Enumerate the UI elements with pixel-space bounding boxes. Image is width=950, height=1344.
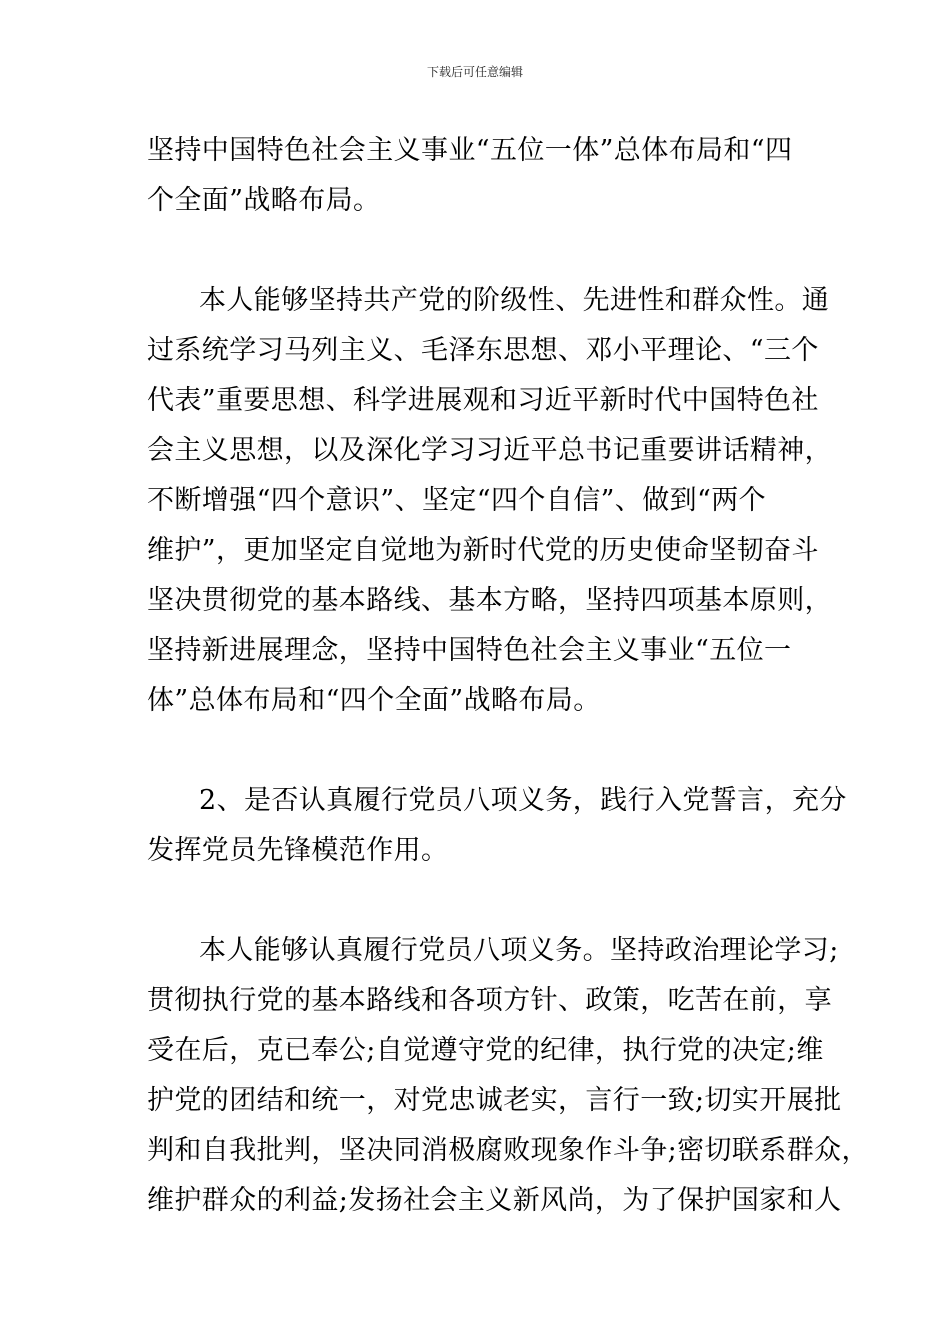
- text-line: 会主义思想，以及深化学习习近平总书记重要讲话精神，: [147, 435, 832, 466]
- text-line: 体”总体布局和“四个全面”战略布局。: [147, 685, 601, 716]
- text-line: 不断增强“四个意识”、坚定“四个自信”、做到“两个: [147, 485, 767, 516]
- text-line: 坚决贯彻党的基本路线、基本方略，坚持四项基本原则，: [147, 585, 832, 616]
- text-line: 代表”重要思想、科学进展观和习近平新时代中国特色社: [147, 385, 819, 416]
- text-line: 坚持新进展理念，坚持中国特色社会主义事业“五位一: [147, 635, 792, 666]
- text-line: 护党的团结和统一，对党忠诚老实，言行一致;切实开展批: [147, 1085, 842, 1116]
- text-line: 本人能够坚持共产党的阶级性、先进性和群众性。通: [199, 285, 830, 316]
- paragraph-gap: [147, 726, 837, 776]
- section-heading-2: [147, 776, 847, 876]
- document-body: [147, 126, 869, 1226]
- text-line: 贯彻执行党的基本路线和各项方针、政策，吃苦在前，享: [147, 985, 832, 1016]
- text-line: 维护群众的利益;发扬社会主义新风尚，为了保护国家和人: [147, 1185, 842, 1216]
- paragraph-gap: [147, 226, 837, 276]
- text-line: 维护”，更加坚定自觉地为新时代党的历史使命坚韧奋斗: [147, 535, 819, 566]
- text-line: 判和自我批判，坚决同消极腐败现象作斗争;密切联系群众，: [147, 1135, 869, 1166]
- paragraph-3: [147, 926, 869, 1226]
- text-line: 2、是否认真履行党员八项义务，践行入党誓言，充分: [199, 785, 847, 816]
- paragraph-gap: [147, 876, 837, 926]
- page-header: 下载后可任意编辑: [426, 65, 523, 79]
- text-line: 坚持中国特色社会主义事业“五位一体”总体布局和“四: [147, 135, 793, 166]
- text-line: 个全面”战略布局。: [147, 185, 381, 216]
- paragraph-1: [147, 126, 837, 226]
- text-line: 发挥党员先锋模范作用。: [147, 835, 449, 866]
- text-line: 本人能够认真履行党员八项义务。坚持政治理论学习;: [199, 935, 839, 966]
- paragraph-2: [147, 276, 837, 726]
- text-line: 受在后，克已奉公;自觉遵守党的纪律，执行党的决定;维: [147, 1035, 824, 1066]
- text-line: 过系统学习马列主义、毛泽东思想、邓小平理论、“三个: [147, 335, 819, 366]
